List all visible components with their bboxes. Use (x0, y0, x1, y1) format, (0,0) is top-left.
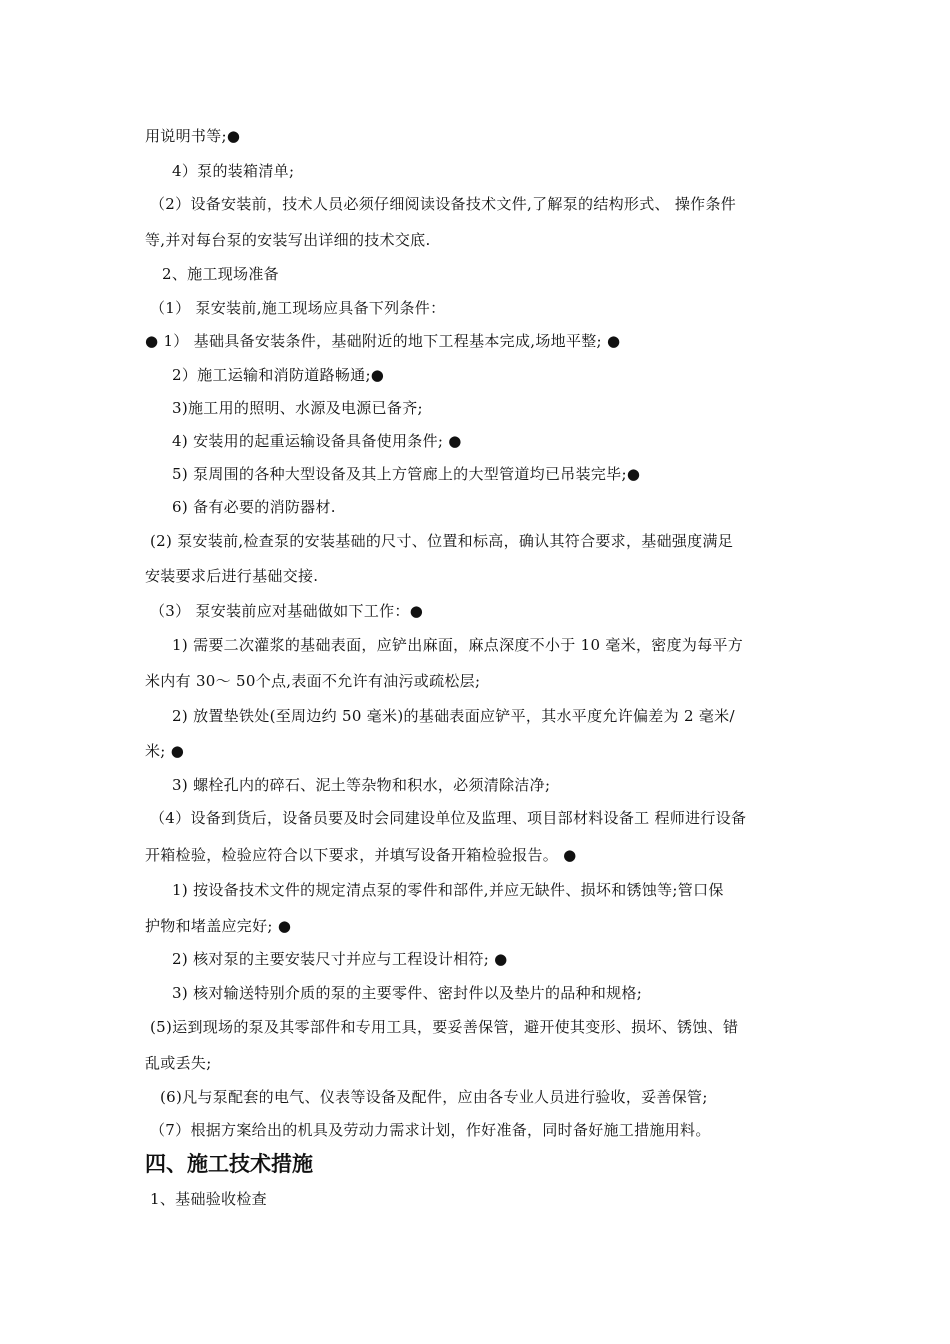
text-line: 5) 泵周围的各种大型设备及其上方管廊上的大型管道均已吊装完毕;● (172, 465, 641, 483)
text-line: 米; ● (145, 742, 185, 760)
text-line: 3) 核对输送特别介质的泵的主要零件、密封件以及垫片的品种和规格; (172, 984, 643, 1002)
text-line: （4）设备到货后，设备员要及时会同建设单位及监理、项目部材料设备工 程师进行设备 (150, 809, 747, 827)
text-line: （7）根据方案给出的机具及劳动力需求计划，作好准备，同时备好施工措施用料。 (150, 1121, 711, 1139)
text-line: 2) 核对泵的主要安装尺寸并应与工程设计相符; ● (172, 950, 508, 968)
text-line: 3) 螺栓孔内的碎石、泥土等杂物和积水，必须清除洁净; (172, 776, 551, 794)
text-line: （2）设备安装前，技术人员必须仔细阅读设备技术文件,了解泵的结构形式、 操作条件 (150, 195, 737, 213)
text-line: (5)运到现场的泵及其零部件和专用工具，要妥善保管，避开使其变形、损坏、锈蚀、错 (150, 1018, 739, 1036)
text-line: 4) 安装用的起重运输设备具备使用条件; ● (172, 432, 462, 450)
text-line: 等,并对每台泵的安装写出详细的技术交底. (145, 231, 431, 249)
text-line: 用说明书等;● (145, 127, 241, 145)
text-line: ● 1） 基础具备安装条件，基础附近的地下工程基本完成,场地平整; ● (145, 332, 621, 350)
text-line: 4）泵的装箱清单; (172, 162, 295, 180)
text-line: 安装要求后进行基础交接. (145, 567, 319, 585)
text-line: 3)施工用的照明、水源及电源已备齐; (172, 399, 423, 417)
section-heading: 四、施工技术措施 (145, 1152, 313, 1176)
text-line: （1） 泵安装前,施工现场应具备下列条件： (150, 299, 446, 317)
text-line: （3） 泵安装前应对基础做如下工作：● (150, 602, 424, 620)
text-line: 1) 需要二次灌浆的基础表面，应铲出麻面，麻点深度不小于 10 毫米，密度为每平方 (172, 636, 744, 654)
text-line: 1) 按设备技术文件的规定清点泵的零件和部件,并应无缺件、损坏和锈蚀等;管口保 (172, 881, 724, 899)
text-line: 1、基础验收检查 (150, 1190, 267, 1208)
text-line: 2) 放置垫铁处(至周边约 50 毫米)的基础表面应铲平，其水平度允许偏差为 2 毫米/ (172, 707, 735, 725)
text-line: 米内有 30～ 50个点,表面不允许有油污或疏松层; (145, 672, 481, 690)
text-line: 开箱检验，检验应符合以下要求，并填写设备开箱检验报告。 ● (145, 846, 577, 864)
text-line: 乱或丢失; (145, 1054, 212, 1072)
text-line: 护物和堵盖应完好; ● (145, 917, 292, 935)
text-line: 2、施工现场准备 (162, 265, 279, 283)
text-line: (2) 泵安装前,检查泵的安装基础的尺寸、位置和标高，确认其符合要求，基础强度满足 (150, 532, 734, 550)
text-line: 6) 备有必要的消防器材. (172, 498, 336, 516)
text-line: (6)凡与泵配套的电气、仪表等设备及配件，应由各专业人员进行验收，妥善保管; (160, 1088, 708, 1106)
text-line: 2）施工运输和消防道路畅通;● (172, 366, 385, 384)
